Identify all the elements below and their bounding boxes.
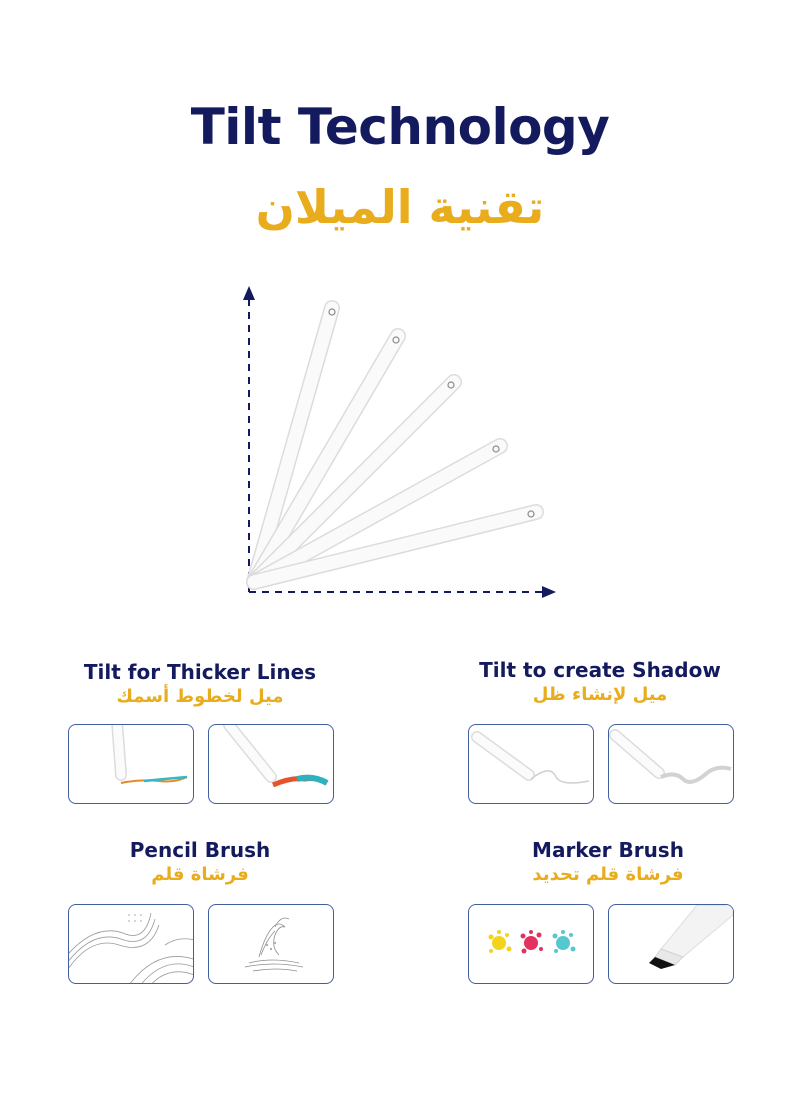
section-title-thicker-lines: Tilt for Thicker Lines <box>83 660 317 684</box>
tilt-diagram-graphic <box>230 280 570 610</box>
stylus-group <box>254 308 536 582</box>
axis-arrow-icon <box>542 586 556 598</box>
stylus-icon <box>209 725 333 803</box>
paint-splash-icon <box>489 930 512 953</box>
page-title-arabic: تقنية الميلان <box>255 180 545 234</box>
marker-brush-card-1 <box>468 904 594 984</box>
stylus-icon <box>69 725 193 803</box>
paint-splash-icon <box>521 930 544 954</box>
marker-brush-card-2 <box>608 904 734 984</box>
section-title-shadow-arabic: ميل لإنشاء ظل <box>532 684 668 705</box>
section-title-marker-brush-arabic: فرشاة قلم تحديد <box>532 864 684 885</box>
section-title-shadow: Tilt to create Shadow <box>479 658 721 682</box>
section-title-marker-brush: Marker Brush <box>532 838 684 862</box>
shadow-card-2 <box>608 724 734 804</box>
thicker-lines-card-1 <box>68 724 194 804</box>
section-title-pencil-brush: Pencil Brush <box>129 838 271 862</box>
pencil-sketch-icon <box>209 905 333 983</box>
highlighter-icon <box>609 905 733 983</box>
page-title: Tilt Technology <box>190 98 610 156</box>
stylus-icon <box>469 725 593 803</box>
shadow-card-1 <box>468 724 594 804</box>
thicker-lines-card-2 <box>208 724 334 804</box>
section-title-pencil-brush-arabic: فرشاة قلم <box>151 864 249 885</box>
axis-arrow-icon <box>243 286 255 300</box>
paint-splash-icon <box>553 930 576 953</box>
tilt-diagram <box>230 280 570 610</box>
pencil-brush-card-1 <box>68 904 194 984</box>
pencil-texture-icon <box>69 905 193 983</box>
stylus-icon <box>609 725 733 803</box>
section-title-thicker-lines-arabic: ميل لخطوط أسمك <box>116 686 284 707</box>
pencil-brush-card-2 <box>208 904 334 984</box>
